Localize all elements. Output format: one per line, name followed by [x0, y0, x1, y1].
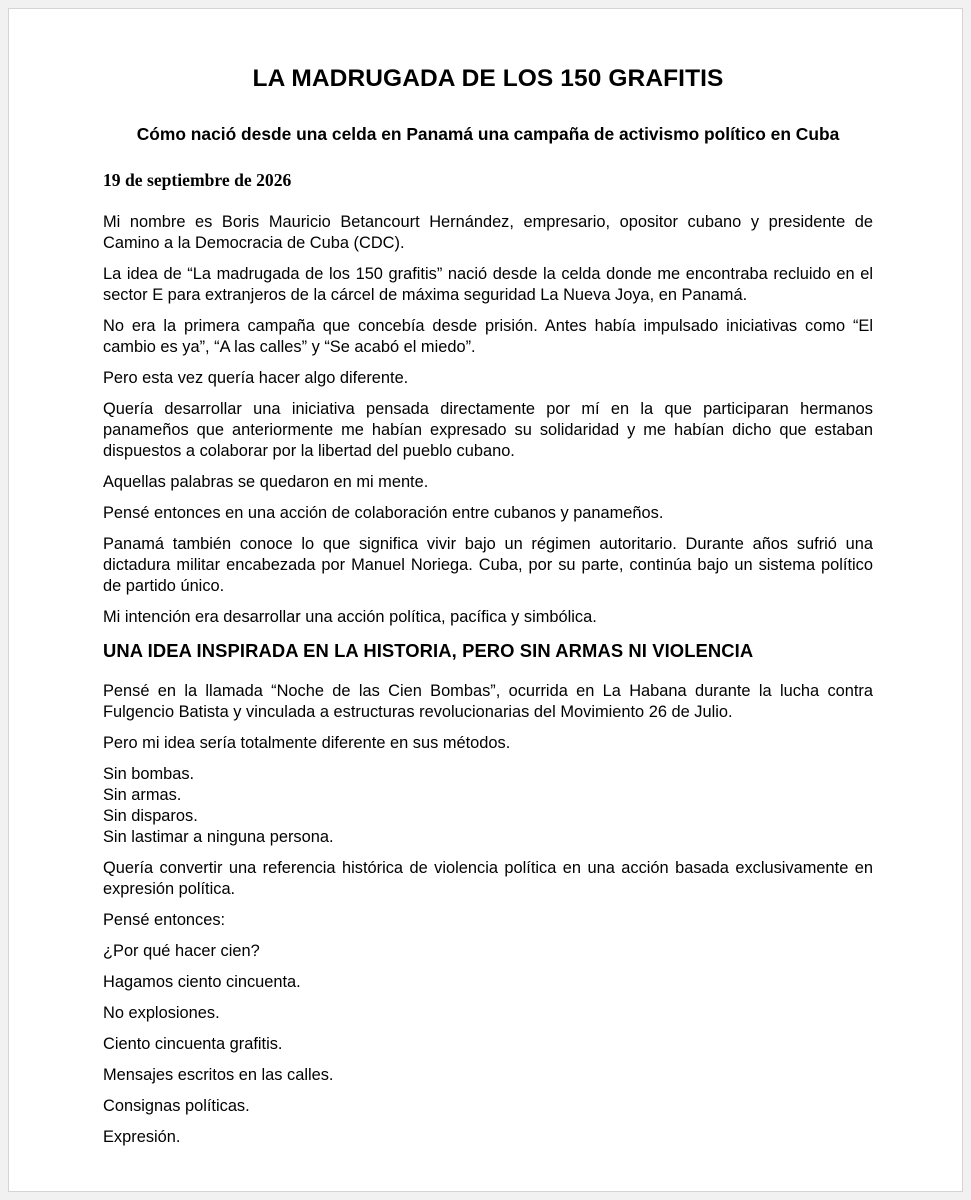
document-body — [103, 212, 873, 1158]
document-page — [8, 8, 963, 1192]
section-heading: UNA IDEA INSPIRADA EN LA HISTORIA, PERO SIN ARMAS NI VIOLENCIA — [103, 640, 754, 661]
list-line: Sin disparos. — [103, 807, 198, 825]
paragraph: Panamá también conoce lo que significa vivir bajo un régimen autoritario. Durante años sufrió una dictadura militar encabezada por Manuel Noriega. Cuba, por su parte, continúa bajo un sistema político de partido único. — [103, 535, 873, 595]
paragraph: La idea de “La madrugada de los 150 grafitis” nació desde la celda donde me encontraba recluido en el sector E para extranjeros de la cárcel de máxima seguridad La Nueva Joya, en Panamá. — [103, 265, 873, 304]
paragraph: Pero esta vez quería hacer algo diferente. — [103, 369, 409, 387]
paragraph: Quería desarrollar una iniciativa pensada directamente por mí en la que participaran hermanos panameños que anteriormente me habían expresado su solidaridad y me habían dicho que estaban dispuestos a colaborar por la libertad del pueblo cubano. — [103, 400, 873, 460]
paragraph: Ciento cincuenta grafitis. — [103, 1035, 283, 1053]
paragraph: Consignas políticas. — [103, 1097, 250, 1115]
document-title: LA MADRUGADA DE LOS 150 GRAFITIS — [252, 65, 724, 92]
paragraph: Quería convertir una referencia histórica de violencia política en una acción basada exclusivamente en expresión política. — [103, 859, 873, 898]
line-list — [103, 764, 873, 848]
paragraph: Hagamos ciento cincuenta. — [103, 973, 301, 991]
paragraph: Mensajes escritos en las calles. — [103, 1066, 334, 1084]
paragraph: Pensé entonces en una acción de colaboración entre cubanos y panameños. — [103, 504, 664, 522]
paragraph: Pensé en la llamada “Noche de las Cien Bombas”, ocurrida en La Habana durante la lucha contra Fulgencio Batista y vinculada a estructuras revolucionarias del Movimiento 26 de Julio. — [103, 682, 873, 721]
paragraph: Expresión. — [103, 1128, 181, 1146]
paragraph: Mi nombre es Boris Mauricio Betancourt Hernández, empresario, opositor cubano y presidente de Camino a la Democracia de Cuba (CDC). — [103, 213, 873, 252]
paragraph: Pero mi idea sería totalmente diferente en sus métodos. — [103, 734, 511, 752]
document-date: 19 de septiembre de 2026 — [103, 170, 292, 190]
list-line: Sin armas. — [103, 786, 182, 804]
list-line: Sin bombas. — [103, 765, 195, 783]
paragraph: No era la primera campaña que concebía desde prisión. Antes había impulsado iniciativas como “El cambio es ya”, “A las calles” y “Se acabó el miedo”. — [103, 317, 873, 356]
paragraph: Mi intención era desarrollar una acción política, pacífica y simbólica. — [103, 608, 597, 626]
paragraph: Pensé entonces: — [103, 911, 226, 929]
paragraph: No explosiones. — [103, 1004, 220, 1022]
paragraph: ¿Por qué hacer cien? — [103, 942, 260, 960]
paragraph: Aquellas palabras se quedaron en mi mente. — [103, 473, 429, 491]
document-subtitle: Cómo nació desde una celda en Panamá una campaña de activismo político en Cuba — [136, 124, 840, 144]
list-line: Sin lastimar a ninguna persona. — [103, 828, 334, 846]
